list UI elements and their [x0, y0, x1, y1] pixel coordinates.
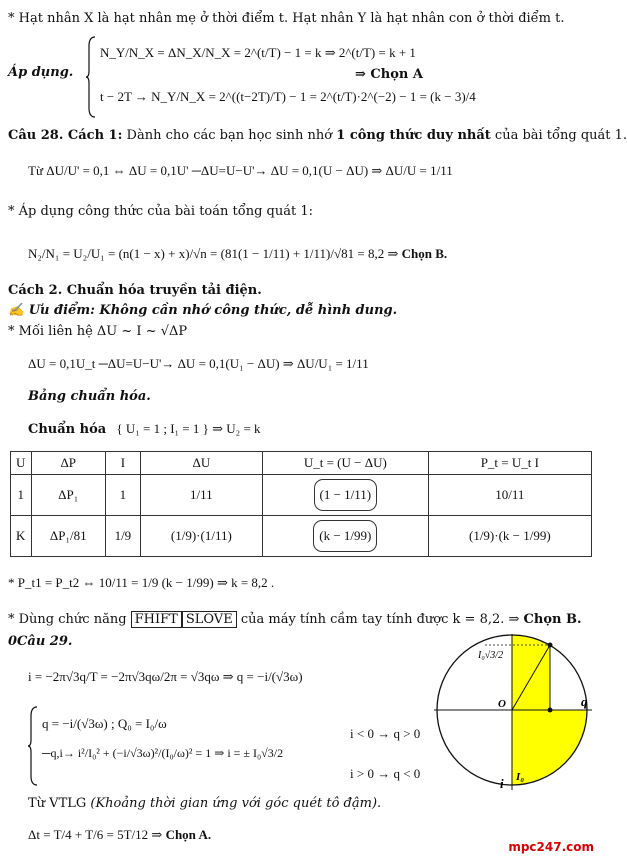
answer-a-2: Chọn A.: [165, 827, 212, 842]
vtlg-italic: (Khoảng thời gian ứng với góc quét tô đậm).: [90, 796, 382, 811]
advantage-line: ✍ Ưu điểm: Không cần nhớ công thức, dễ hình dung.: [8, 303, 398, 318]
cell: (1/9)·(k − 1/99): [428, 516, 591, 557]
label-top: I₀√3/2: [478, 650, 504, 661]
bracket-cell: (k − 1/99): [313, 520, 377, 552]
label-i0: I₀: [516, 771, 525, 783]
eq-n-text: N₂/N₁ = U₂/U₁ = (n(1 − x) + x)/√n = (81(1 − 1/11) + 1/11)/√81 = 8,2 ⇒: [28, 246, 402, 261]
phase-circle-diagram: [430, 632, 595, 794]
table-row: [11, 475, 592, 516]
equation-ny-nx: N_Y/N_X = ΔN_X/N_X = 2^(t/T) − 1 = k ⇒ 2^(t/T) = k + 1: [100, 45, 416, 60]
calc-pre: * Dùng chức năng: [8, 612, 131, 627]
label-q: q: [581, 694, 588, 709]
key-fhift: FHIFT: [131, 611, 182, 628]
cell: 1: [11, 475, 32, 516]
method-2-heading: Cách 2. Chuẩn hóa truyền tải điện.: [8, 283, 262, 298]
apply-text: Áp dụng.: [8, 65, 74, 80]
table-row: [11, 516, 592, 557]
answer-a-1-text: ⇒ Chọn A: [355, 67, 423, 82]
label-origin: O: [498, 698, 506, 710]
equation-t-2t: t − 2T → N_Y/N_X = 2^((t−2T)/T) − 1 = 2^(t/T)·2^(−2) − 1 = (k − 3)/4: [100, 89, 476, 104]
equation-delta-u-2: ΔU = 0,1U_t ─ΔU=U−U'→ ΔU = 0,1(U₁ − ΔU) ⇒ ΔU/U₁ = 1/11: [28, 356, 369, 371]
equation-i-q: i = −2π√3q/T = −2π√3qω/2π = √3qω ⇒ q = −i/(√3ω): [28, 669, 303, 684]
label-i: i: [500, 776, 504, 791]
answer-a-1: [355, 66, 592, 83]
cell: (1/9)·(1/11): [140, 516, 262, 557]
q28-tail: của bài tổng quát 1.: [490, 128, 627, 143]
question-29-heading: 0Câu 29.: [8, 634, 73, 649]
th-u: U: [11, 452, 32, 475]
dt-eq: Δt = T/4 + T/6 = 5T/12 ⇒: [28, 827, 166, 842]
system-i: ─q,i→ i²/I₀² + (−i/√3ω)²/(I₀/ω)² = 1 ⇒ i = ± I₀√3/2: [42, 746, 284, 760]
key-slove: SLOVE: [182, 611, 237, 628]
calc-post: của máy tính cầm tay tính được k = 8,2. ⇒: [236, 612, 524, 627]
answer-b-1: Chọn B.: [401, 246, 448, 261]
relation-line: * Mối liên hệ ΔU ~ I ~ √ΔP: [8, 324, 188, 339]
case-i-negative: i < 0 → q > 0: [350, 726, 421, 741]
apply-formula-line: * Áp dụng công thức của bài toán tổng quát 1:: [8, 204, 313, 219]
case-i-positive: i > 0 → q < 0: [350, 766, 421, 781]
calculator-line: [8, 611, 592, 628]
cell: 10/11: [428, 475, 591, 516]
system-q0: q = −i/(√3ω) ; Q₀ = I₀/ω: [42, 716, 167, 731]
left-brace-icon: [86, 36, 96, 118]
normalize-label: Chuẩn hóa: [28, 422, 107, 437]
cell: [262, 516, 428, 557]
watermark: mpc247.com: [508, 840, 594, 854]
point-marker: [548, 643, 553, 648]
cell: ΔP₁: [31, 475, 105, 516]
normalization-table: [10, 451, 592, 557]
table-header-row: [11, 452, 592, 475]
point-marker: [548, 708, 553, 713]
question-28-heading: [8, 127, 627, 144]
q28-bold: 1 công thức duy nhất: [336, 128, 491, 143]
bracket-cell: (1 − 1/11): [314, 479, 378, 511]
normalize-system: { U₁ = 1 ; I₁ = 1 } ⇒ U₂ = k: [116, 421, 261, 436]
shaded-sector: [512, 635, 550, 710]
equation-delta-u: Từ ΔU/U' = 0,1 ⇔ ΔU = 0,1U' ─ΔU=U−U'→ ΔU = 0,1(U − ΔU) ⇒ ΔU/U = 1/11: [28, 163, 453, 178]
th-du: ΔU: [140, 452, 262, 475]
cell: ΔP₁/81: [31, 516, 105, 557]
q28-text: Dành cho các bạn học sinh nhớ: [122, 128, 337, 143]
vtlg-line: [28, 795, 592, 812]
left-brace-icon: [28, 706, 38, 786]
normalize-line: [28, 420, 592, 438]
answer-b-2: Chọn B.: [523, 612, 582, 627]
vtlg-pre: Từ VTLG: [28, 796, 91, 811]
cell: K: [11, 516, 32, 557]
th-i: I: [105, 452, 140, 475]
th-pt: P_t = U_t I: [428, 452, 591, 475]
cell: 1/11: [140, 475, 262, 516]
equation-n2-n1: [28, 245, 592, 262]
intro-line: * Hạt nhân X là hạt nhân mẹ ở thời điểm t. Hạt nhân Y là hạt nhân con ở thời điểm t.: [8, 11, 565, 26]
table-caption: Bảng chuẩn hóa.: [28, 389, 151, 404]
cell: 1/9: [105, 516, 140, 557]
cell: 1: [105, 475, 140, 516]
cell: [262, 475, 428, 516]
power-equation: * P_t1 = P_t2 ⇔ 10/11 = 1/9 (k − 1/99) ⇒ k = 8,2 .: [8, 575, 275, 590]
th-ut: U_t = (U − ΔU): [262, 452, 428, 475]
q28-title: Câu 28. Cách 1:: [8, 128, 123, 143]
th-dp: ΔP: [31, 452, 105, 475]
